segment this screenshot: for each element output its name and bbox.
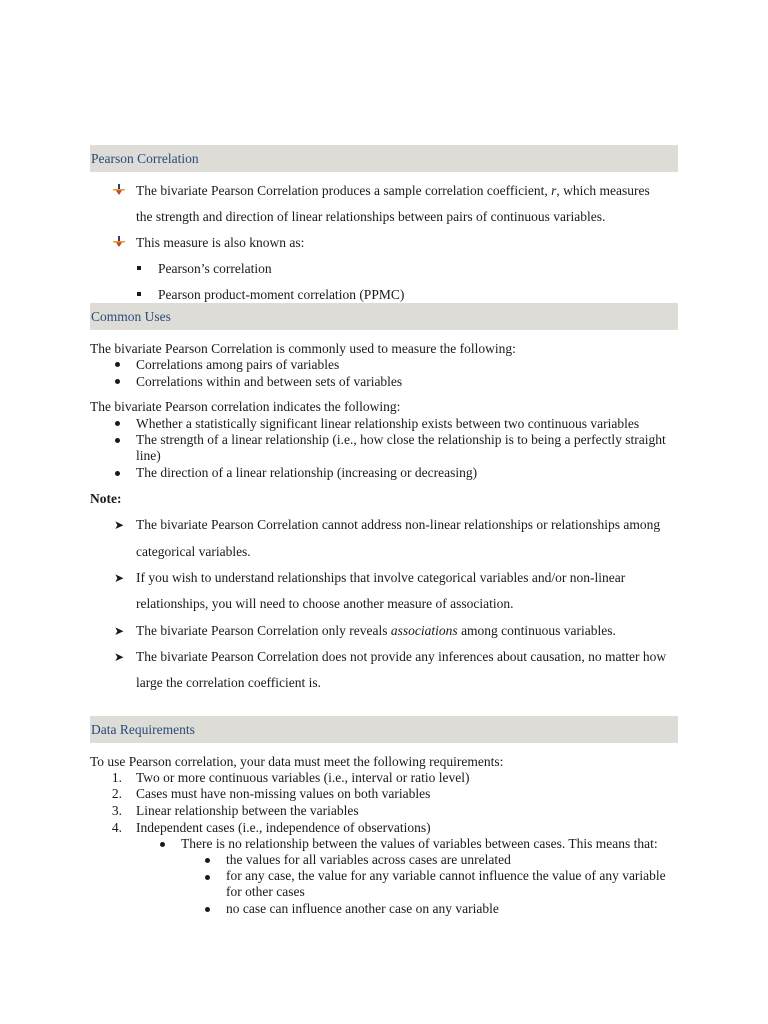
note-text-continuation: categorical variables.: [136, 544, 251, 559]
round-bullet-icon: [115, 362, 120, 367]
section-title: Pearson Correlation: [91, 150, 199, 166]
round-bullet-icon: [115, 438, 120, 443]
text-run: The bivariate Pearson Correlation only reveals: [136, 623, 391, 638]
section-header-common-uses: [90, 303, 678, 330]
section-title: Data Requirements: [91, 721, 195, 737]
note-text: The bivariate Pearson Correlation does not provide any inferences about causation, no matter how: [136, 649, 667, 664]
requirement-item: Independent cases (i.e., independence of observations): [136, 820, 431, 835]
list-item-continuation: line): [136, 448, 161, 463]
round-bullet-icon: [205, 858, 210, 863]
text-run: among continuous variables.: [457, 623, 616, 638]
list-number: 1.: [111, 770, 122, 785]
paragraph: The bivariate Pearson Correlation is commonly used to measure the following:: [90, 341, 516, 356]
list-item: Whether a statistically significant linear relationship exists between two continuous variables: [136, 416, 640, 431]
list-item: Correlations within and between sets of variables: [136, 374, 403, 389]
variable-r: r: [551, 183, 557, 198]
list-item: The direction of a linear relationship (increasing or decreasing): [136, 465, 478, 480]
list-number: 3.: [111, 803, 122, 818]
requirement-item: Cases must have non-missing values on both variables: [136, 786, 431, 801]
note-text-continuation: large the correlation coefficient is.: [136, 675, 322, 690]
text-run: , which measures: [556, 183, 650, 198]
down-arrow-bullet-icon: [113, 184, 125, 196]
round-bullet-icon: [205, 907, 210, 912]
square-bullet-icon: [137, 266, 141, 270]
requirement-item: Two or more continuous variables (i.e., interval or ratio level): [136, 770, 470, 785]
section-header-data-requirements: [90, 716, 678, 743]
sub-item: There is no relationship between the values of variables between cases. This means that:: [181, 836, 658, 851]
paragraph: To use Pearson correlation, your data must meet the following requirements:: [90, 754, 504, 769]
square-bullet-icon: [137, 292, 141, 296]
sub-sub-item-continuation: for other cases: [226, 884, 305, 899]
note-label: Note:: [90, 491, 122, 506]
round-bullet-icon: [115, 379, 120, 384]
sub-sub-item: for any case, the value for any variable cannot influence the value of any variable: [226, 868, 666, 883]
down-arrow-bullet-icon: [113, 236, 125, 248]
note-text: If you wish to understand relationships that involve categorical variables and/or non-linear: [136, 570, 626, 585]
alias-item: Pearson’s correlation: [158, 261, 272, 276]
list-item: The strength of a linear relationship (i.e., how close the relationship is to being a perfectly straight: [136, 432, 666, 447]
section-title: Common Uses: [91, 308, 171, 324]
round-bullet-icon: [160, 842, 165, 847]
list-number: 4.: [111, 820, 122, 835]
sub-sub-item: the values for all variables across cases are unrelated: [226, 852, 511, 867]
chevron-right-bullet-icon: ➤: [114, 518, 125, 532]
list-number: 2.: [111, 786, 122, 801]
emphasis: associations: [390, 623, 458, 638]
chevron-right-bullet-icon: ➤: [114, 571, 125, 585]
requirement-item: Linear relationship between the variables: [136, 803, 359, 818]
bullet-text: [136, 183, 650, 199]
round-bullet-icon: [115, 421, 120, 426]
sub-sub-item: no case can influence another case on any variable: [226, 901, 499, 916]
bullet-text-continuation: the strength and direction of linear relationships between pairs of continuous variables.: [136, 209, 606, 224]
text-run: The bivariate Pearson Correlation produces a sample correlation coefficient,: [136, 183, 552, 198]
list-item: Correlations among pairs of variables: [136, 357, 340, 372]
note-text-continuation: relationships, you will need to choose another measure of association.: [136, 596, 514, 611]
chevron-right-bullet-icon: ➤: [114, 650, 125, 664]
chevron-right-bullet-icon: ➤: [114, 624, 125, 638]
round-bullet-icon: [115, 471, 120, 476]
bullet-text: This measure is also known as:: [136, 235, 305, 250]
paragraph: The bivariate Pearson correlation indicates the following:: [90, 399, 401, 414]
note-text: [136, 623, 616, 639]
alias-item: Pearson product-moment correlation (PPMC): [158, 287, 405, 302]
section-header-pearson: [90, 145, 678, 172]
round-bullet-icon: [205, 875, 210, 880]
note-text: The bivariate Pearson Correlation cannot address non-linear relationships or relationships among: [136, 517, 661, 532]
